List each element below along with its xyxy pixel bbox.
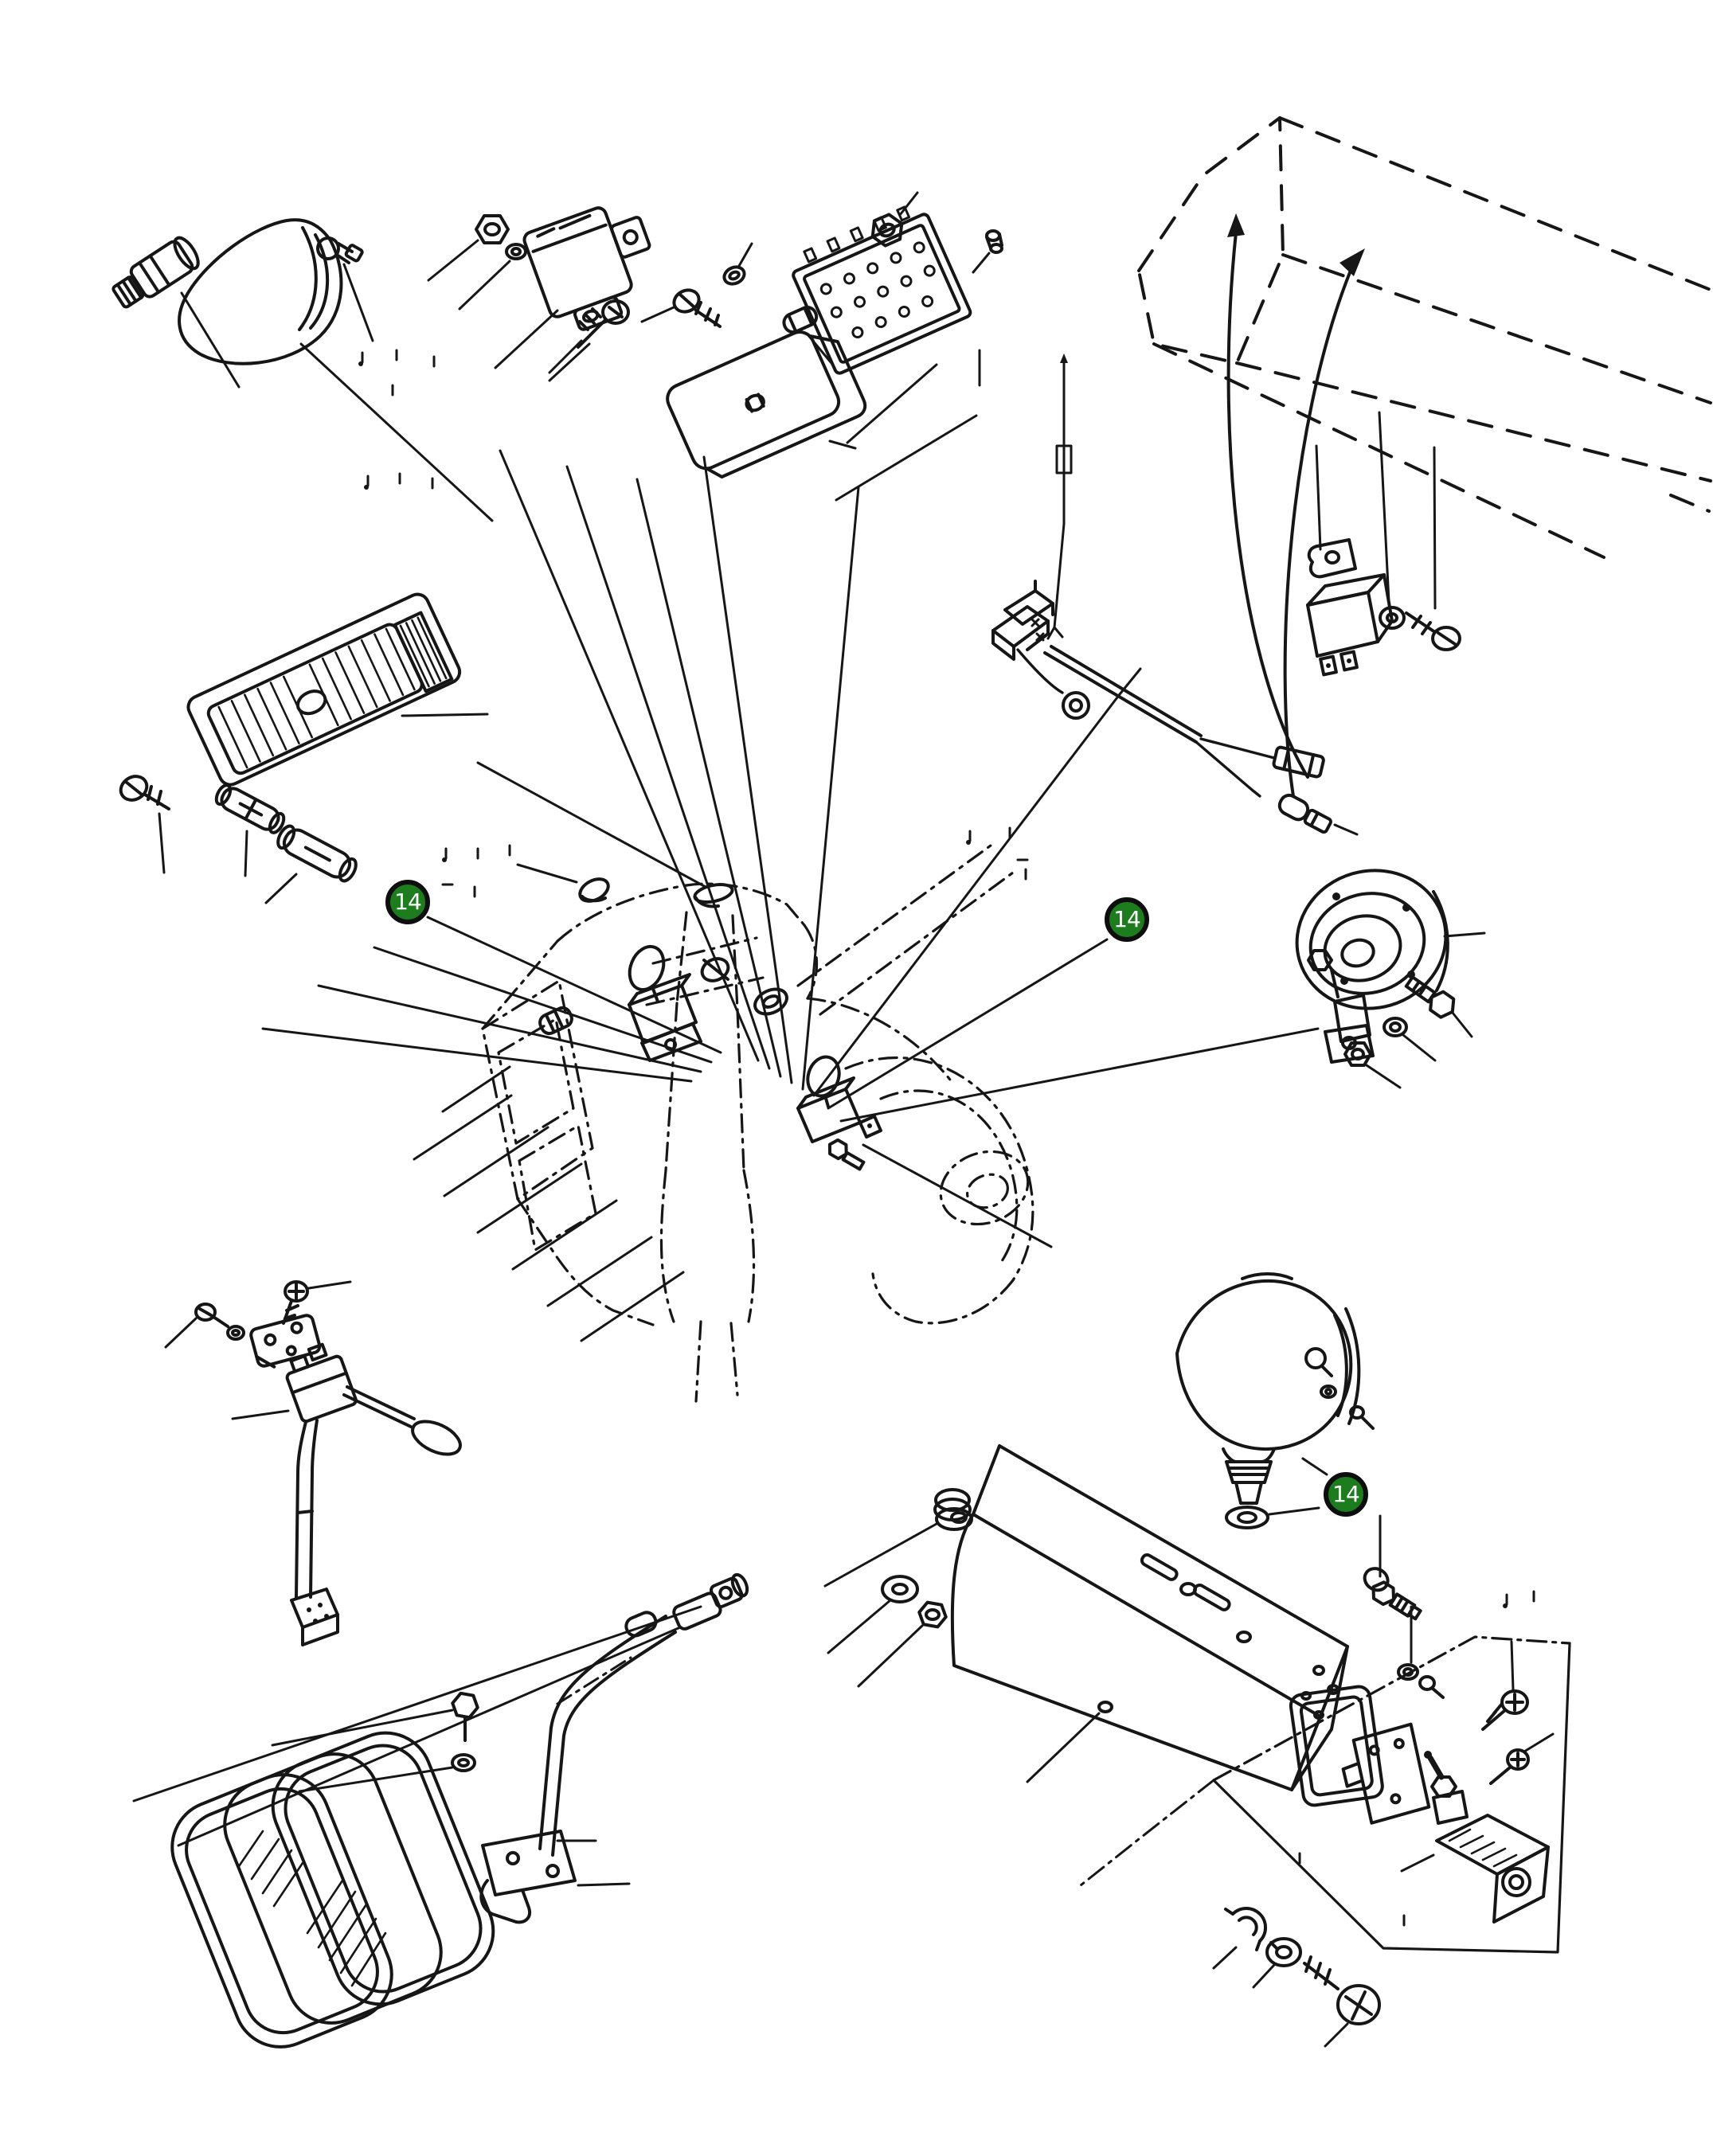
console-grommet <box>825 1490 972 1586</box>
panel-bracket <box>1338 1724 1429 1826</box>
cover-screw <box>642 287 720 326</box>
toggle-switch <box>1424 1751 1467 1823</box>
work-lamp-dome <box>1177 1274 1359 1503</box>
tractor-ground-hatching <box>414 1067 683 1341</box>
mirror-assembly <box>134 1572 753 2060</box>
festoon-bulb-large <box>266 822 359 903</box>
cover-washer <box>722 244 752 287</box>
switch-boot <box>518 865 612 906</box>
horn-bolt <box>1403 973 1472 1037</box>
rocker-switch <box>1402 1815 1548 1922</box>
snap-ring <box>1214 1908 1265 1968</box>
relay-bracket-washer <box>1379 412 1404 628</box>
tractor-phantom-view <box>483 846 1038 1401</box>
part-callout-14-right[interactable]: 14 <box>1324 1472 1368 1517</box>
light-switch-right <box>798 1053 1051 1247</box>
relay-with-bracket <box>1308 446 1392 674</box>
switch-grommet <box>751 984 791 1018</box>
bulb-socket <box>109 234 203 312</box>
bullet-connector <box>1277 792 1357 834</box>
panel-screw-lower <box>1491 1734 1553 1783</box>
part-callout-14-left[interactable]: 14 <box>385 880 430 924</box>
mirror-head <box>158 1761 406 2061</box>
panel-bolt <box>1304 1957 1379 2046</box>
mirror-arm <box>540 1616 675 1855</box>
mirror-bezel <box>259 1719 507 2018</box>
panel-washer <box>1398 1607 1443 1697</box>
mirror-arm-joint <box>670 1572 753 1631</box>
festoon-bulb-small <box>213 783 287 876</box>
horn-washer <box>1384 1018 1435 1060</box>
relay-nut <box>428 216 508 280</box>
switch-bracket <box>249 1314 322 1370</box>
wiring-harness <box>993 581 1324 796</box>
combination-lamp <box>185 591 487 788</box>
ignition-switch <box>1357 1516 1428 1623</box>
arm-washer <box>299 1755 475 1791</box>
relay-flat-washer <box>460 244 526 309</box>
bracket-washer <box>228 1326 244 1339</box>
hood-phantom-outline <box>1139 118 1711 557</box>
part-callout-14-center[interactable]: 14 <box>1105 897 1149 942</box>
lock-washer <box>1253 1939 1300 1987</box>
turn-signal-switch <box>166 1282 465 1645</box>
relay-bracket-screw <box>1406 447 1460 650</box>
rotation-arrows <box>1227 213 1365 796</box>
fuse-box-cover <box>663 318 869 485</box>
bracket-screw-left <box>166 1304 228 1347</box>
terminal-rivet <box>973 231 1002 272</box>
panel-screw-upper <box>1483 1642 1527 1729</box>
combination-lamp-screw <box>116 771 169 873</box>
horn-bracket <box>1308 951 1373 1062</box>
leader-lines <box>263 451 1318 1121</box>
lamp-stem-washer <box>1226 1507 1319 1528</box>
bracket-screw-top <box>284 1282 350 1323</box>
head-lamp <box>179 220 492 521</box>
dome-bulb <box>1306 1349 1373 1428</box>
support-bolt <box>1048 353 1071 639</box>
console-nut <box>858 1601 948 1686</box>
print-specks <box>358 350 1534 1925</box>
